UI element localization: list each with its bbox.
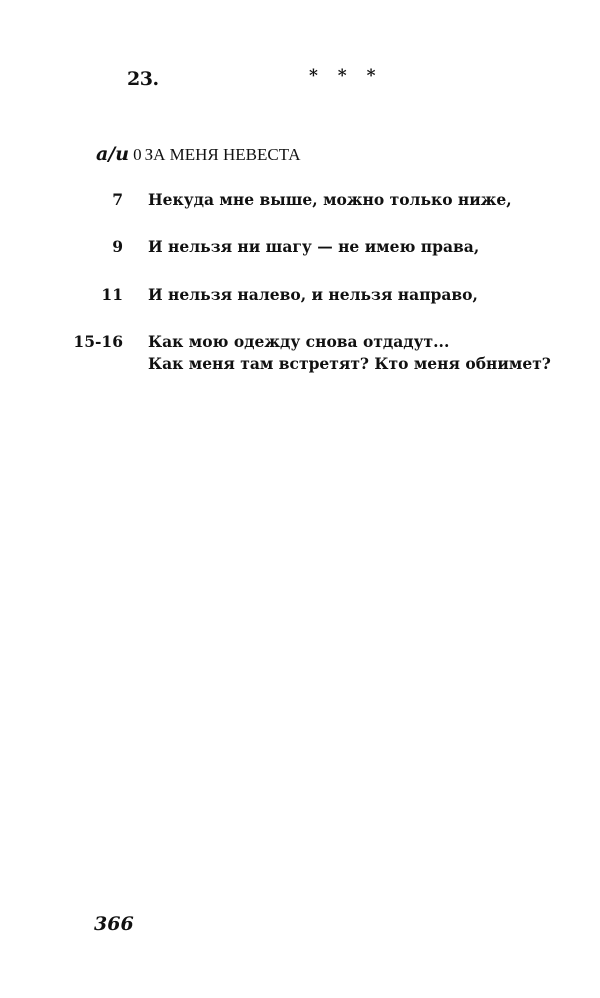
variant-header	[96, 143, 301, 165]
line-number: 7	[112, 190, 123, 209]
line-text: Как мою одежду снова отдадут...	[148, 332, 450, 351]
section-number: 23.	[127, 68, 159, 90]
line-number: 15-16	[73, 332, 123, 351]
line-number: 9	[112, 237, 123, 256]
line-text: Некуда мне выше, можно только ниже,	[148, 190, 512, 209]
line-text: Как меня там встретят? Кто меня обнимет?	[148, 354, 551, 373]
variant-number: 0	[133, 145, 142, 164]
section-asterisks: * * *	[309, 66, 383, 86]
line-text: И нельзя ни шагу — не имею права,	[148, 237, 480, 256]
line-text: И нельзя налево, и нельзя направо,	[148, 285, 478, 304]
page-number: 366	[94, 913, 134, 935]
line-number: 11	[101, 285, 123, 304]
variant-title: ЗА МЕНЯ НЕВЕСТА	[144, 145, 301, 164]
variant-marker: а/и	[96, 143, 130, 165]
